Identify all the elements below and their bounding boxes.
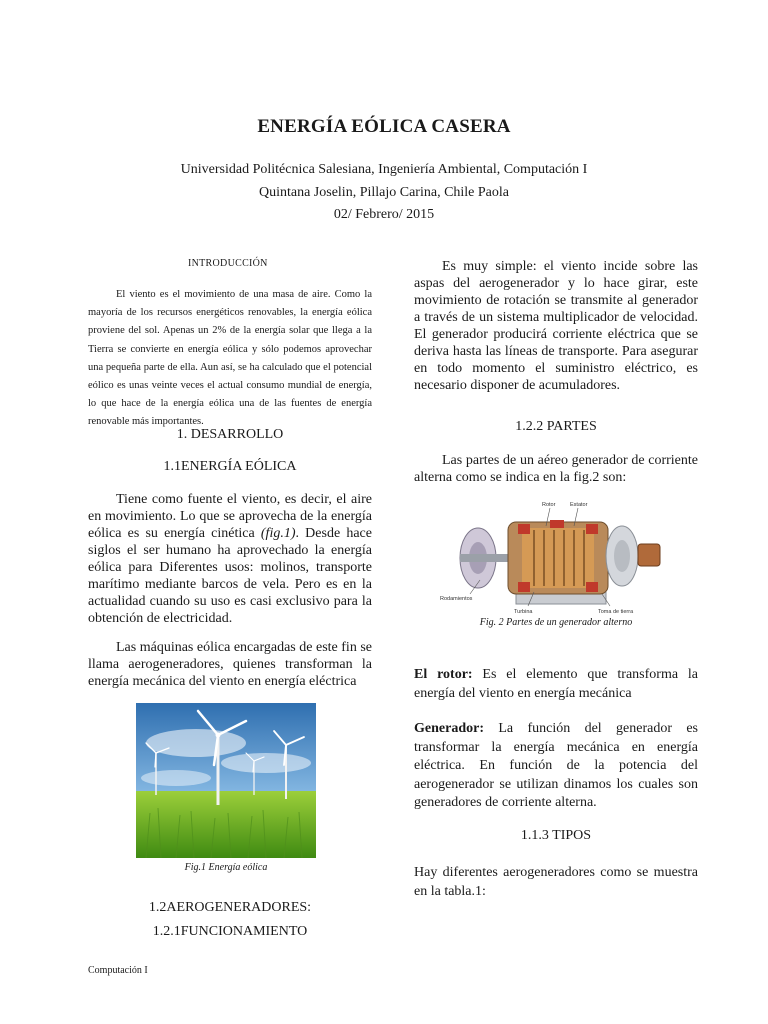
paragraph-aerogeneradores: Las máquinas eólica encargadas de este fin se llama aerogeneradores, quienes transforman la energía mecánica del viento en energía eléctrica <box>88 640 372 689</box>
label-estator: Estator <box>570 502 588 508</box>
fig2-caption: Fig. 2 Partes de un generador alterno <box>479 617 633 628</box>
wind-turbines-image <box>136 703 316 858</box>
section-funcionamiento: 1.2.1FUNCIONAMIENTO <box>152 924 308 939</box>
paragraph-rotor <box>414 666 698 703</box>
introduction-heading: INTRODUCCIÓN <box>188 258 268 269</box>
section-partes: 1.2.2 PARTES <box>515 419 597 434</box>
paragraph-fuente-viento <box>88 491 372 627</box>
paragraph-funcionamiento: Es muy simple: el viento incide sobre las aspas del aerogenerador y lo hace girar, este movimiento de rotación se transmite al generador a través de un sistema multiplicador de velocidad. El generador producirá corriente eléctrica que se deriva hasta las líneas de transporte. Para asegurar en todo momento el suministro eléctrico, es necesario disponer de acumuladores. <box>414 259 698 393</box>
paragraph-generador <box>414 720 698 813</box>
generador-definition: La función del generador es transformar la energía mecánica en energía eléctrica. En función de la potencia del aerogenerador se utilizan dinamos los cuales son generadores de corriente alterna. <box>414 721 698 810</box>
paragraph-fuente-viento-text: Tiene como fuente el viento, es decir, el aire en movimiento. Lo que se aprovecha de la energía eólica es su energía cinética <box>88 492 372 541</box>
generador-term: Generador: <box>414 721 484 736</box>
abstract-paragraph: El viento es el movimiento de una masa de aire. Como la mayoría de los recursos energéticos renovables, la energía eólica proviene del sol. Apenas un 2% de la energía solar que llega a la Tierra se convierte en energía eólica y sólo podemos aprovechar una pequeña parte de ella. Aun así, se ha calculado que el potencial eólico es unas veinte veces el actual consumo mundial de energía, lo que hace de la energía eólica una de las fuentes de energía renovable más importantes. <box>88 289 372 428</box>
label-rodamientos: Rodamientos <box>440 596 473 602</box>
rotor-term: El rotor: <box>414 667 473 682</box>
generator-diagram <box>438 496 674 618</box>
page-title: ENERGÍA EÓLICA CASERA <box>257 116 511 137</box>
fig1-caption: Fig.1 Energía eólica <box>184 862 268 873</box>
wind-turbines-illustration <box>136 703 316 858</box>
section-tipos: 1.1.3 TIPOS <box>520 828 592 843</box>
authors: Quintana Joselin, Pillajo Carina, Chile Paola <box>258 185 510 200</box>
label-turbina: Turbina <box>514 609 533 615</box>
footer-course: Computación I <box>88 965 148 976</box>
paragraph-partes: Las partes de un aéreo generador de corriente alterna como se indica en la fig.2 son: <box>414 453 698 485</box>
generator-cutaway-illustration <box>438 496 674 618</box>
rotor-definition: Es el elemento que transforma la energía del viento en energía mecánica <box>414 667 699 701</box>
paragraph-tipos: Hay diferentes aerogeneradores como se muestra en la tabla.1: <box>414 865 698 899</box>
label-rotor: Rotor <box>542 502 556 508</box>
fig1-reference: (fig.1) <box>260 526 296 541</box>
section-desarrollo: 1. DESARROLLO <box>176 427 284 442</box>
label-toma-de-tierra: Toma de tierra <box>598 609 634 615</box>
paragraph-fuente-viento-text-end: . Desde hace siglos el ser humano ha aprovechado la energía eólica para Diferentes usos: molinos, transporte marítimo mediante barcos de vela. Pero es en la actualidad cuando su uso es casi exclusivo para la obtención de electricidad. <box>88 526 372 626</box>
section-aerogeneradores: 1.2AEROGENERADORES: <box>148 900 312 915</box>
affiliation: Universidad Politécnica Salesiana, Ingeniería Ambiental, Computación I <box>180 162 588 177</box>
date: 02/ Febrero/ 2015 <box>333 207 435 222</box>
section-energia-eolica: 1.1ENERGÍA EÓLICA <box>163 459 297 474</box>
